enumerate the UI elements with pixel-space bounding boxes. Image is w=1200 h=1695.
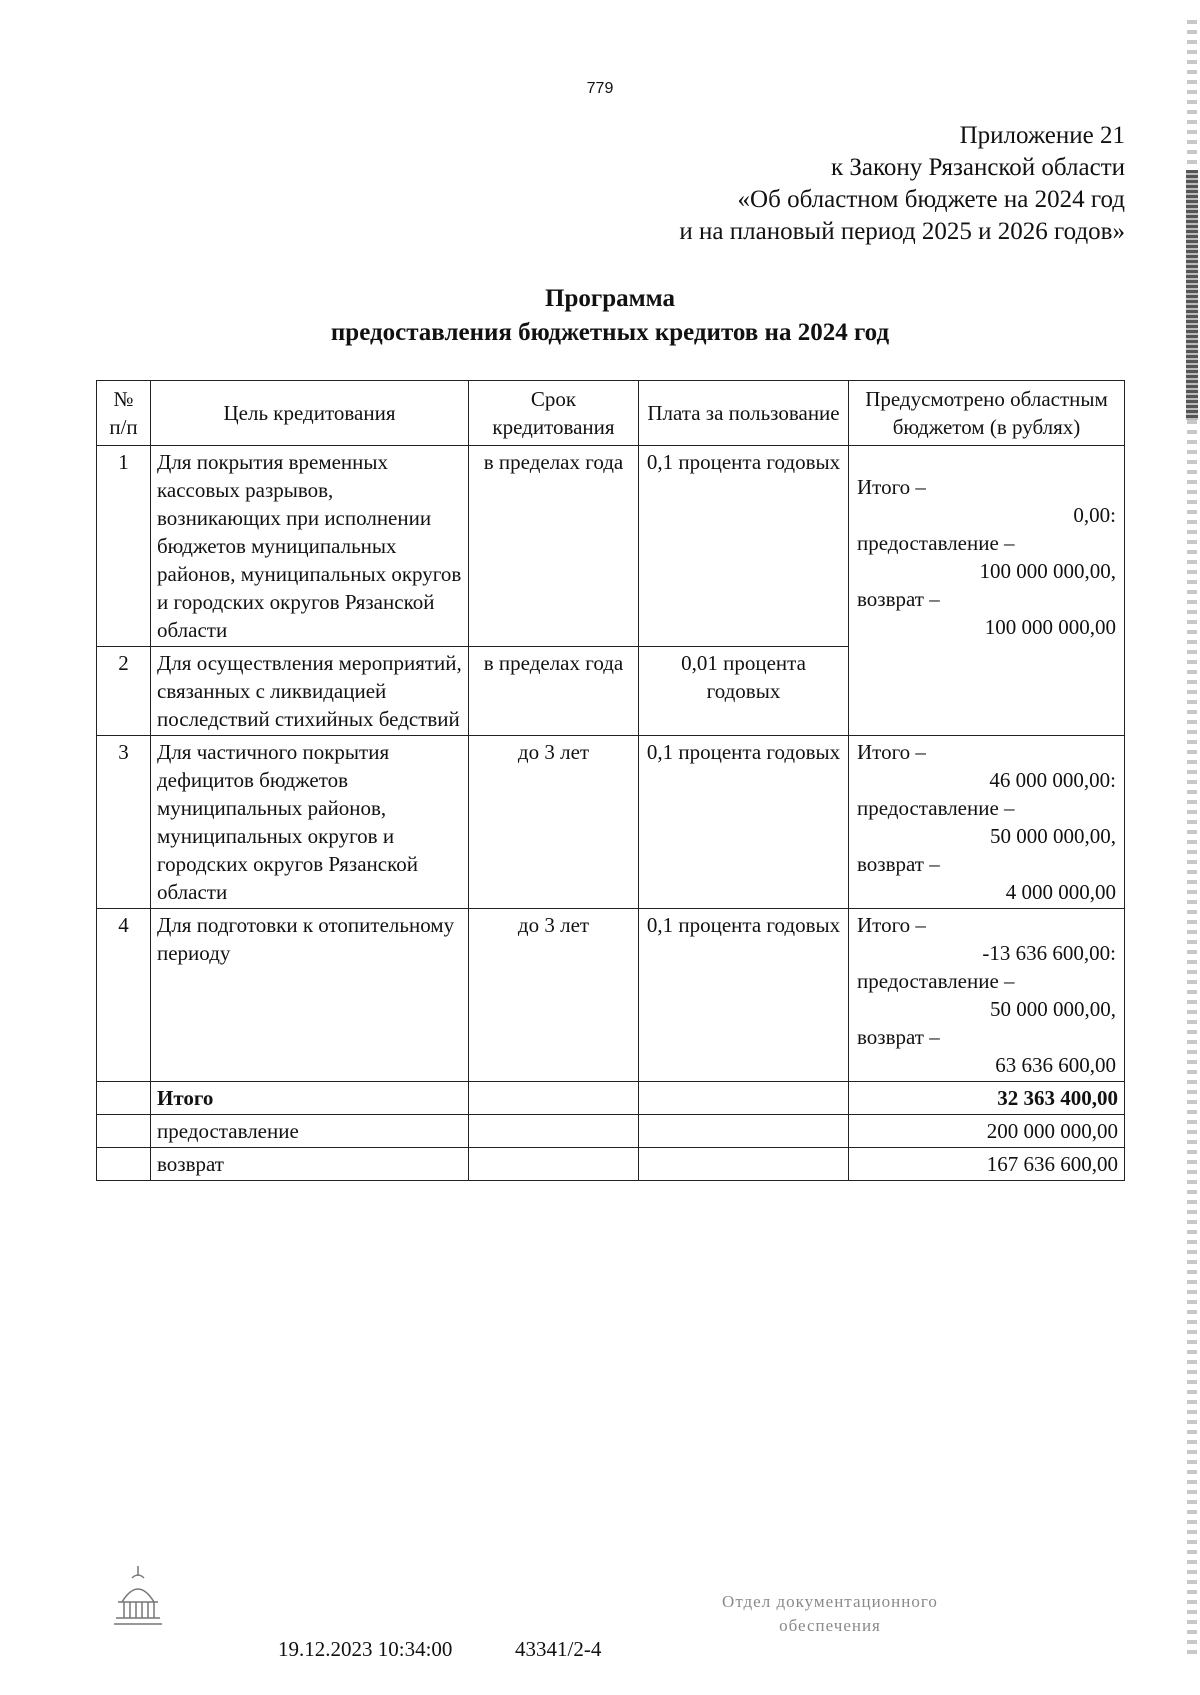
header-budget: Предусмотрено областным бюджетом (в рублях) [849,381,1125,446]
row-num: 3 [97,736,151,909]
budget-total-value: 0,00: [1073,502,1116,527]
appendix-line-1: Приложение 21 [959,122,1125,149]
row-num: 2 [97,647,151,736]
budget-return-value: 100 000 000,00 [984,614,1116,639]
budget-return-label: возврат – [857,586,940,611]
budget-provision-value: 50 000 000,00, [990,997,1116,1021]
row-goal: Для частичного покрытия дефицитов бюджетов муниципальных районов, муниципальных округов и городских округов Рязанской области [151,736,469,909]
duma-emblem-icon [110,1562,166,1632]
appendix-line-4: и на плановый период 2025 и 2026 годов» [679,218,1125,245]
budget-provision-label: предоставление – [857,530,1015,555]
row-num: 4 [97,909,151,1082]
table-row [97,736,1125,909]
table-header-row [97,381,1125,446]
total-value: 32 363 400,00 [849,1082,1125,1115]
row-fee: 0,01 процента годовых [639,647,849,736]
budget-provision-value: 50 000 000,00, [990,824,1116,848]
budget-total-label: Итого – [857,474,926,499]
row-goal: Для осуществления мероприятий, связанных с ликвидацией последствий стихийных бедствий [151,647,469,736]
row-budget [849,736,1125,909]
table-row [97,446,1125,647]
row-fee: 0,1 процента годовых [639,909,849,1082]
row-budget-merged [849,446,1125,736]
page-number: 779 [586,80,614,97]
row-fee: 0,1 процента годовых [639,736,849,909]
total-label: Итого [151,1082,469,1115]
row-fee: 0,1 процента годовых [639,446,849,647]
table-row [97,909,1125,1082]
budget-total-label: Итого – [857,740,926,764]
footer-reg-number: 43341/2-4 [515,1637,602,1661]
total-return-row [97,1148,1125,1181]
budget-total-value: -13 636 600,00: [982,941,1116,965]
total-provision-value: 200 000 000,00 [849,1115,1125,1148]
total-return-value: 167 636 600,00 [849,1148,1125,1181]
stamp-line-1: Отдел документационного [722,1592,938,1611]
row-budget [849,909,1125,1082]
budget-total-label: Итого – [857,913,926,937]
footer-datetime: 19.12.2023 10:34:00 [278,1637,453,1661]
header-num: № п/п [97,381,151,446]
header-term: Срок кредитования [469,381,639,446]
credits-table [96,380,1125,1181]
row-term: в пределах года [469,446,639,647]
appendix-line-3: «Об областном бюджете на 2024 год [737,186,1125,213]
row-goal: Для покрытия временных кассовых разрывов, возникающих при исполнении бюджетов муниципальных районов, муниципальных округов и городских округов Рязанской области [151,446,469,647]
budget-return-label: возврат – [857,852,940,876]
budget-return-value: 4 000 000,00 [1005,880,1116,904]
row-term: в пределах года [469,647,639,736]
department-stamp [680,1590,980,1638]
document-title [0,282,1200,350]
title-line-1: Программа [545,285,675,312]
row-term: до 3 лет [469,909,639,1082]
row-goal: Для подготовки к отопительному периоду [151,909,469,1082]
budget-total-value: 46 000 000,00: [989,768,1116,792]
total-return-label: возврат [151,1148,469,1181]
budget-provision-label: предоставление – [857,969,1015,993]
total-provision-label: предоставление [151,1115,469,1148]
row-term: до 3 лет [469,736,639,909]
budget-provision-value: 100 000 000,00, [979,558,1116,583]
budget-return-value: 63 636 600,00 [995,1053,1116,1077]
budget-return-label: возврат – [857,1025,940,1049]
header-fee: Плата за пользование [639,381,849,446]
appendix-header [679,120,1125,248]
total-row [97,1082,1125,1115]
budget-provision-label: предоставление – [857,796,1015,820]
header-goal: Цель кредитования [151,381,469,446]
row-num: 1 [97,446,151,647]
title-line-2: предоставления бюджетных кредитов на 2024 год [330,319,890,346]
total-provision-row [97,1115,1125,1148]
appendix-line-2: к Закону Рязанской области [831,154,1125,181]
stamp-line-2: обеспечения [779,1616,881,1635]
